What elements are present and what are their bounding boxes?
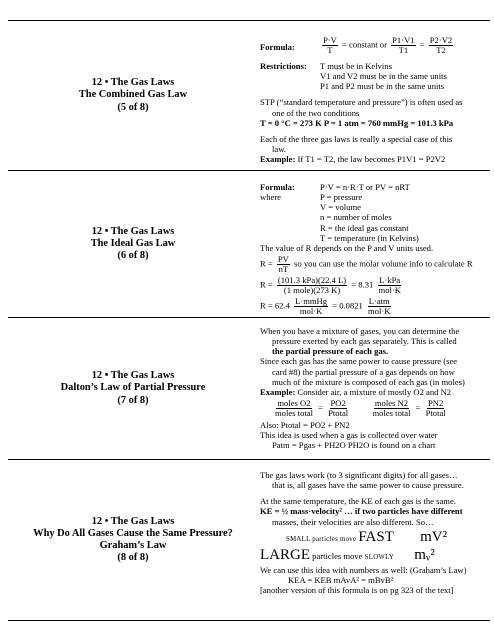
example-label: Example:: [260, 386, 296, 397]
formula-mid: = constant or: [342, 39, 387, 50]
unit-fraction: $\frac{\text{L·kPa}}{\text{mol·K}}$: [378, 275, 401, 296]
card-body: [260, 470, 490, 596]
r-definition: R = $\frac{PV}{nT}$ so you can use the molar volume info to calculate R: [260, 253, 473, 274]
r-calculation: R = $\frac{\text{(101.3 kPa)(22.4 L)}}{\text{(1 mole)(273 K)}}$ = 8.31 $\frac{\text{L·kPa}}{\text{mol·K}}$: [260, 275, 401, 296]
formula-fraction: $\frac{PN2}{\text{Ptotal}}$: [425, 397, 446, 418]
card-title-line: Why Do All Gases Cause the Same Pressure?: [33, 527, 233, 539]
card-title-line: (6 of 8): [117, 250, 149, 262]
where-item: R = the ideal gas constant: [320, 222, 409, 233]
card-title: [8, 460, 258, 620]
paragraph-line: The gas laws work (to 3 significant digits) for all gases…: [260, 470, 458, 480]
where-item: n = number of moles: [320, 212, 392, 223]
restriction-item: V1 and V2 must be in the same units: [320, 71, 447, 82]
water-collection-text: This idea is used when a gas is collected over water: [260, 430, 438, 441]
special-case-text: law.: [272, 144, 286, 155]
card-combined-gas-law: [8, 21, 490, 170]
formula-fraction: $\frac{P\cdot V}{T}$: [323, 35, 337, 56]
partial-pressure-ratios: $\frac{\text{moles O2}}{\text{moles total}}$ = $\frac{PO2}{\text{Ptotal}}$ $\frac{\text{moles N2}}{\text{moles total}}$ = $\frac{PN2}{\text{Ptotal}}$: [275, 397, 446, 418]
card-body: [260, 36, 490, 164]
card-title-line: (5 of 8): [117, 101, 149, 113]
paragraph-line: We can use this idea with numbers as well: (Graham’s Law): [260, 565, 467, 576]
paragraph-line: At the same temperature, the KE of each gas is the same.: [260, 496, 456, 507]
r-alternatives: R = 62.4 $\frac{\text{L·mmHg}}{\text{mol·K}}$ = 0.0821 $\frac{\text{L·atm}}{\text{mol·K}}$: [260, 296, 391, 317]
paragraph-line: When you have a mixture of gases, you can determine the: [260, 326, 460, 336]
formula-label: Formula:: [260, 182, 295, 192]
card-title-line: Graham’s Law: [99, 540, 167, 551]
large-particles-line: LARGE particles move SLOWLY mᵥ²: [260, 547, 435, 564]
formula-fraction: $\frac{PO2}{\text{Ptotal}}$: [328, 397, 349, 418]
ke-formula: KE = ½ mass·velocity² … if two particles have different: [260, 506, 463, 517]
formula-fraction: $\frac{PV}{nT}$: [277, 253, 289, 274]
example-text: Consider air, a mixture of mostly O2 and N2: [297, 386, 452, 397]
ke-equality: KEA = KEB mAvA² = mBvB²: [288, 575, 394, 586]
card-ideal-gas-law: [8, 171, 490, 317]
stp-values: T = 0 °C = 273 K P = 1 atm = 760 mmHg = 101.3 kPa: [260, 117, 454, 128]
total-pressure-text: Also: Ptotal = PO2 + PN2: [260, 420, 350, 431]
paragraph-line: card #8) the partial pressure of a gas depends on how: [272, 366, 455, 377]
unit-fraction: $\frac{\text{L·mmHg}}{\text{mol·K}}$: [295, 296, 328, 317]
where-item: T = temperature (in Kelvins): [320, 232, 419, 243]
card-body: [260, 182, 490, 316]
card-title-line: The Combined Gas Law: [78, 89, 188, 101]
card-title-line: 12 • The Gas Laws: [91, 77, 175, 89]
card-title-line: (8 of 8): [117, 552, 149, 564]
card-title: [8, 21, 258, 170]
where-row: [260, 192, 490, 243]
formula-fraction: $\frac{\text{moles O2}}{\text{moles total}}$: [275, 397, 313, 418]
card-title-line: (7 of 8): [117, 394, 149, 406]
paragraph-line: that is, all gases have the same power to cause pressure.: [272, 480, 464, 491]
formula-fraction: $\frac{P1\cdot V1}{T1}$: [392, 35, 415, 56]
card-body: [260, 326, 490, 450]
paragraph-line: Since each gas has the same power to cause pressure (see: [260, 356, 458, 367]
where-item: P = pressure: [320, 192, 363, 203]
card-grahams-law: [8, 460, 490, 620]
card-title-line: 12 • The Gas Laws: [91, 515, 175, 527]
card-title-line: Dalton’s Law of Partial Pressure: [60, 382, 206, 394]
paragraph-line: much of the mixture is composed of each gas (in moles): [272, 376, 465, 387]
patm-formula: Patm = Pgas + PH2O PH2O is found on a chart: [272, 440, 436, 451]
example-label: Example:: [260, 154, 296, 165]
restriction-item: P1 and P2 must be in the same units: [320, 81, 445, 92]
r-depends-text: The value of R depends on the P and V units used.: [260, 242, 434, 253]
stp-text: STP (“standard temperature and pressure”) is often used as: [260, 97, 463, 108]
example-text: If T1 = T2, the law becomes P1V1 = P2V2: [297, 154, 446, 165]
formula-text: P·V = n·R·T or PV = nRT: [320, 182, 410, 192]
restrictions-label: Restrictions:: [260, 61, 307, 72]
card-title: [8, 318, 258, 459]
where-item: V = volume: [320, 202, 361, 213]
where-label: where: [260, 192, 281, 203]
card-daltons-law: [8, 318, 490, 459]
formula-fraction: $\frac{P2\cdot V2}{T2}$: [429, 35, 453, 56]
formula-label: Formula:: [260, 42, 295, 52]
stp-text: one of the two conditions: [272, 107, 360, 118]
paragraph-line: pressure exerted by each gas separately. This is called: [272, 336, 457, 347]
paragraph-line: masses, their velocities are also different. So…: [272, 516, 434, 527]
restriction-item: T must be in Kelvins: [320, 61, 392, 72]
card-title-line: The Ideal Gas Law: [90, 237, 176, 249]
card-title-line: 12 • The Gas Laws: [91, 370, 175, 382]
formula-row: Formula: $\frac{P\cdot V}{T}$ = constant or $\frac{P1\cdot V1}{T1}$ = $\frac{P2\cdot V2}{T2}$: [260, 35, 453, 56]
formula-fraction: $\frac{\text{(101.3 kPa)(22.4 L)}}{\text{(1 mole)(273 K)}}$: [277, 275, 347, 296]
unit-fraction: $\frac{\text{L·atm}}{\text{mol·K}}$: [368, 296, 391, 317]
formula-row: [260, 182, 490, 192]
restrictions-row: [260, 61, 490, 91]
special-case-text: Each of the three gas laws is really a special case of this: [260, 133, 453, 144]
card-title: [8, 171, 258, 317]
formula-fraction: $\frac{\text{moles N2}}{\text{moles total}}$: [372, 397, 411, 418]
card-title-line: 12 • The Gas Laws: [91, 225, 175, 237]
paragraph-line: [another version of this formula is on pg 323 of the text]: [260, 585, 454, 596]
small-particles-line: SMALL particles move FAST mV²: [286, 528, 448, 545]
card-divider: [8, 620, 490, 621]
paragraph-line: the partial pressure of each gas.: [272, 346, 389, 357]
